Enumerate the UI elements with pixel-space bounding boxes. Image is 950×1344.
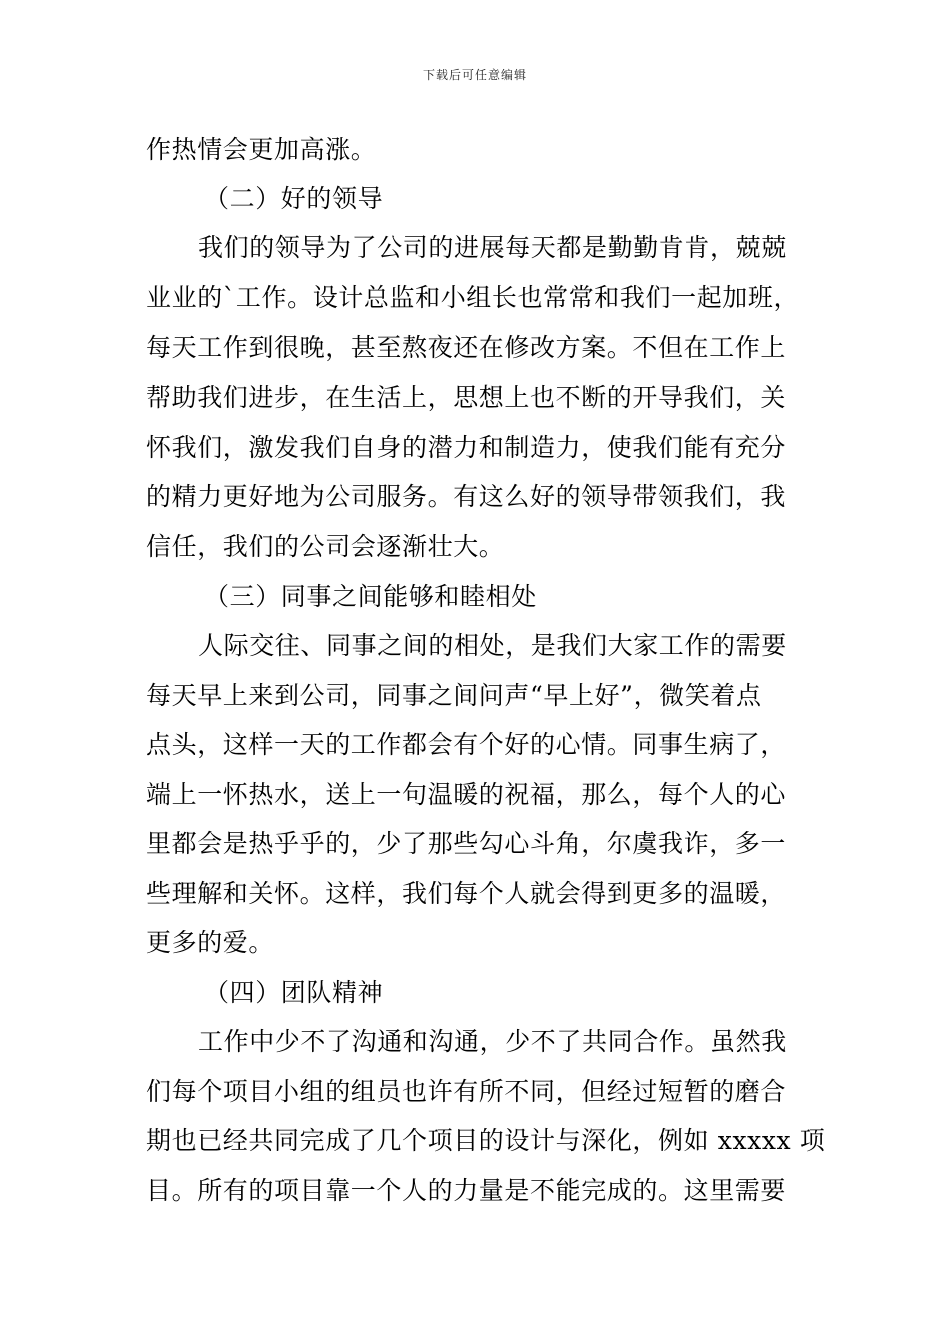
text-line: 工作中少不了沟通和沟通，少不了共同合作。虽然我 (198, 1027, 787, 1056)
section-heading: （三）同事之间能够和睦相处 (204, 582, 537, 611)
text-line: 业业的`工作。设计总监和小组长也常常和我们一起加班， (146, 283, 800, 312)
section-heading: （二）好的领导 (204, 184, 384, 213)
text-line: 作热情会更加高涨。 (146, 135, 377, 164)
text-line: 们每个项目小组的组员也许有所不同，但经过短暂的磨合 (146, 1077, 787, 1106)
text-line: 端上一怀热水，送上一句温暖的祝福，那么，每个人的心 (146, 780, 787, 809)
text-line: 每天工作到很晚，甚至熬夜还在修改方案。不但在工作上 (146, 333, 787, 362)
text-line: 更多的爱。 (146, 928, 275, 957)
text-line: 的精力更好地为公司服务。有这么好的领导带领我们，我 (146, 482, 787, 511)
page-header-note: 下载后可任意编辑 (422, 68, 527, 82)
text-line: 我们的领导为了公司的进展每天都是勤勤肯肯，兢兢 (198, 233, 787, 262)
text-line: 帮助我们进步，在生活上，思想上也不断的开导我们，关 (146, 383, 787, 412)
text-line: 里都会是热乎乎的，少了那些勾心斗角，尔虞我诈，多一 (146, 829, 787, 858)
section-heading: （四）团队精神 (204, 978, 384, 1007)
text-line: 点头，这样一天的工作都会有个好的心情。同事生病了， (146, 730, 787, 759)
text-line: 人际交往、同事之间的相处，是我们大家工作的需要 (198, 631, 787, 660)
text-line: 些理解和关怀。这样，我们每个人就会得到更多的温暖， (146, 879, 787, 908)
text-line: 信任，我们的公司会逐渐壮大。 (146, 532, 505, 561)
text-line: 每天早上来到公司，同事之间问声“早上好”，微笑着点 (146, 681, 762, 710)
text-line: 目。所有的项目靠一个人的力量是不能完成的。这里需要 (146, 1176, 787, 1205)
text-line: 怀我们，激发我们自身的潜力和制造力，使我们能有充分 (146, 433, 787, 462)
text-line: 期也已经共同完成了几个项目的设计与深化，例如 xxxxx 项 (146, 1126, 826, 1155)
